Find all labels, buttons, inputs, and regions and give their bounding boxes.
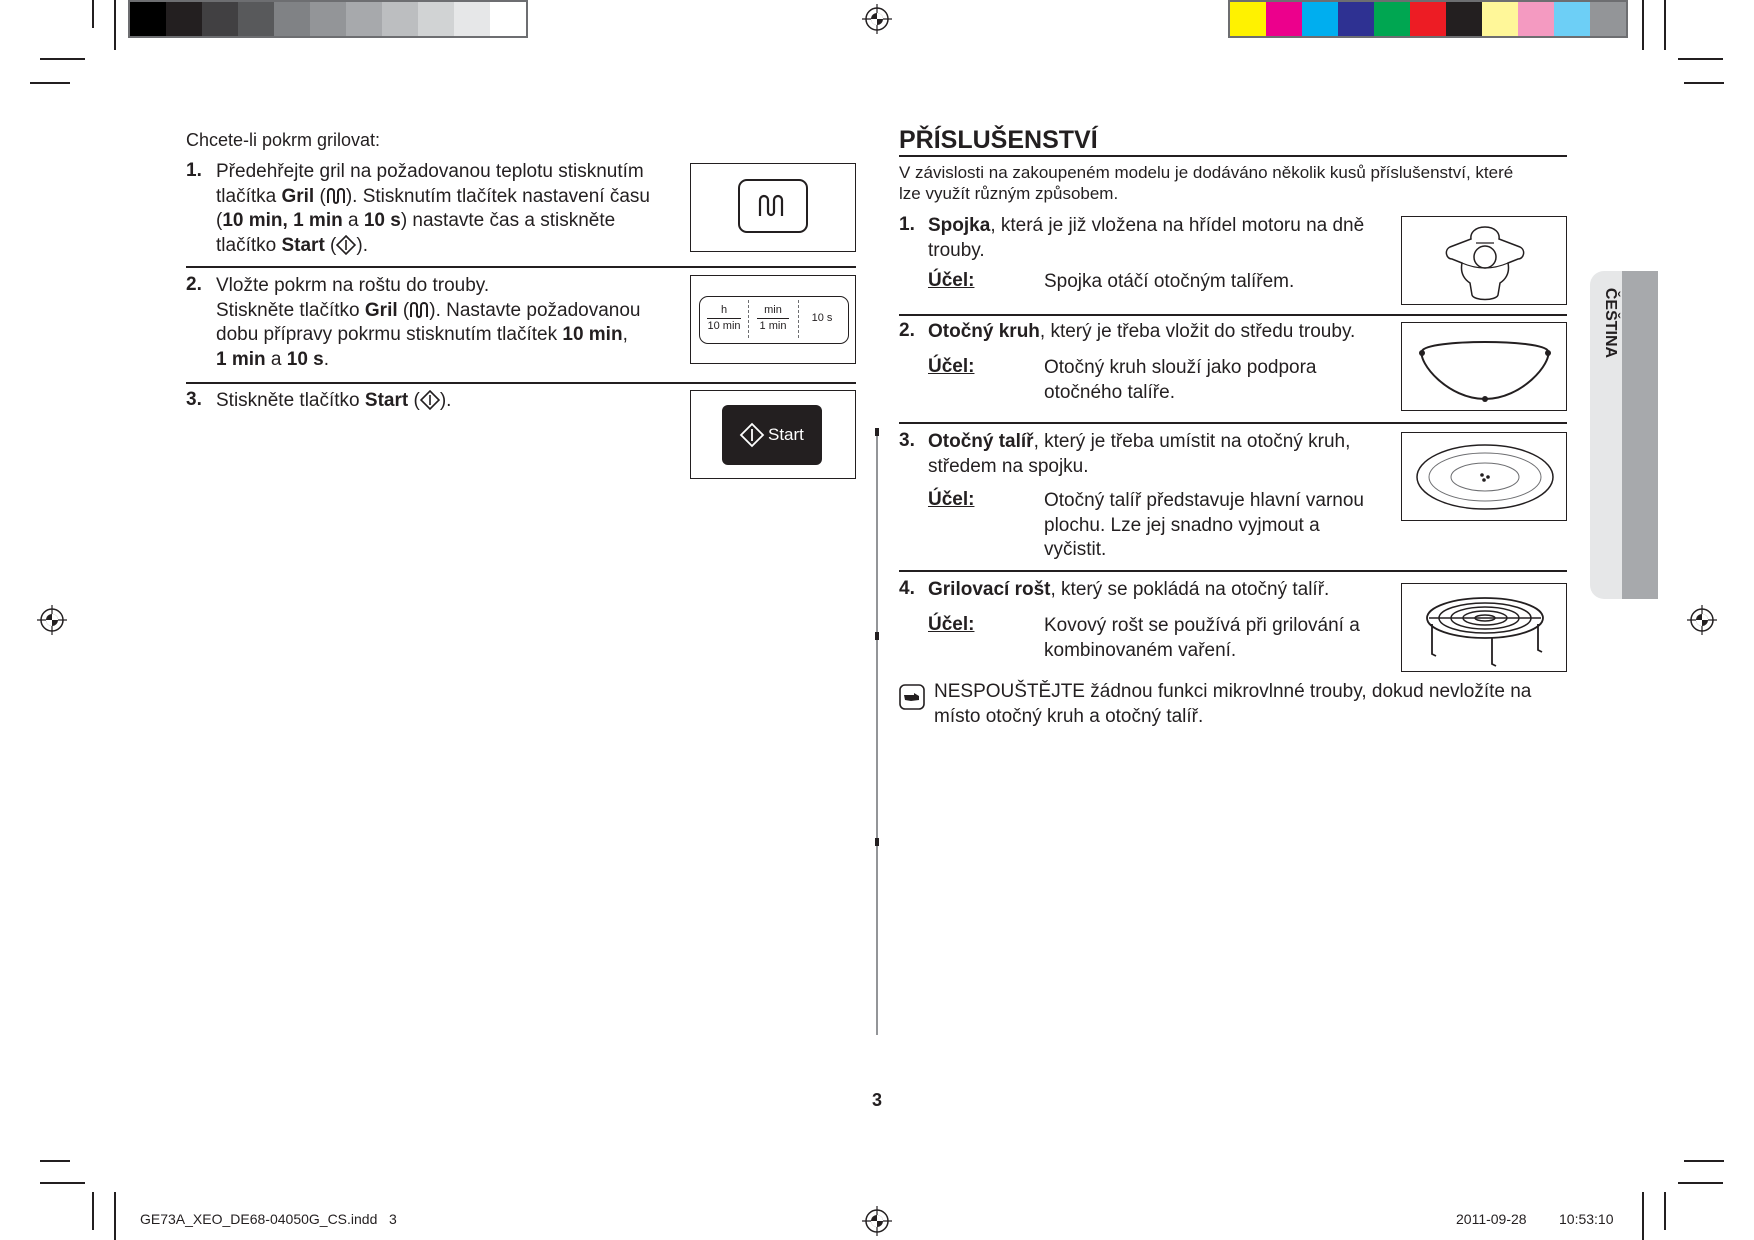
purpose-label: Účel: (928, 270, 975, 291)
crop-mark (114, 1192, 116, 1240)
time-button-label: 10 min (562, 324, 623, 345)
purpose-text (1044, 614, 1394, 663)
title-underline (899, 155, 1567, 157)
start-button-illustration (690, 390, 856, 479)
purpose-line: kombinovaném vaření. (1044, 639, 1237, 661)
gutter-tick (875, 428, 879, 436)
grill-icon (409, 302, 429, 319)
gutter-tick (875, 632, 879, 640)
gril-label: Gril (364, 299, 398, 321)
start-label: Start (364, 390, 409, 411)
crop-mark (40, 58, 85, 60)
color-swatch (202, 2, 238, 36)
purpose-line: Otočný talíř představuje hlavní varnou (1044, 490, 1365, 511)
start-diamond-icon (336, 235, 356, 255)
roller-ring-icon (1402, 323, 1568, 412)
time-buttons-label: 10 min, 1 min (222, 210, 343, 231)
one-min-button: 1 min (759, 320, 787, 332)
color-swatch (1410, 2, 1446, 36)
color-swatch (382, 2, 418, 36)
item-1-text (928, 214, 1398, 263)
text-run: Stiskněte tlačítko (216, 390, 365, 411)
color-swatch (1374, 2, 1410, 36)
purpose-line: Kovový rošt se používá při grilování a (1044, 615, 1360, 636)
item-name: Otočný talíř (928, 431, 1034, 452)
text-run: a (342, 210, 364, 231)
purpose-text (1044, 270, 1394, 295)
intro-line: V závislosti na zakoupeném modelu je dodáváno několik kusů příslušenství, které (899, 163, 1514, 182)
roller-ring-image (1401, 322, 1567, 411)
item-name: Otočný kruh (928, 321, 1040, 342)
turntable-icon (1402, 433, 1568, 522)
color-swatch (1302, 2, 1338, 36)
text-run: , který se pokládá na otočný talíř. (1050, 579, 1330, 600)
start-diamond-icon (739, 422, 765, 448)
crop-mark (1642, 1192, 1644, 1240)
purpose-label: Účel: (928, 489, 975, 510)
purpose-line: vyčistit. (1044, 539, 1107, 560)
crop-mark (1664, 1192, 1666, 1230)
crop-mark (40, 1182, 85, 1184)
grill-rack-icon (1402, 584, 1568, 673)
step-1-text (216, 160, 676, 258)
color-swatch (274, 2, 310, 36)
color-swatch (1518, 2, 1554, 36)
crop-mark (92, 1192, 94, 1230)
purpose-line: plochu. Lze jej snadno vyjmout a (1044, 514, 1320, 536)
color-swatch (238, 2, 274, 36)
language-tab-label: ČEŠTINA (1602, 287, 1619, 359)
crop-mark (92, 0, 94, 28)
purpose-label: Účel: (928, 356, 975, 377)
start-button-label: Start (768, 425, 804, 444)
color-swatch (1590, 2, 1626, 36)
text-run: dobu přípravy pokrmu stisknutím tlačítek (216, 324, 563, 345)
grill-rack-image (1401, 583, 1567, 672)
text-run: , která je již vložena na hřídel motoru na dně (990, 215, 1365, 236)
step-number: 3. (186, 389, 202, 410)
time-divider (798, 300, 799, 338)
step-3-line (216, 389, 676, 414)
color-swatch (454, 2, 490, 36)
text-run: , který je třeba umístit na otočný kruh, (1033, 431, 1351, 452)
item-name: Spojka (928, 215, 991, 236)
color-swatch (130, 2, 166, 36)
item-line (928, 320, 1398, 345)
text-run: ( (408, 390, 420, 411)
ten-s-button: 10 s (811, 312, 833, 324)
text-run: tlačítka (216, 185, 282, 207)
step-divider (186, 266, 856, 268)
crop-mark (1664, 0, 1666, 50)
note-hand-icon (899, 684, 925, 710)
text-run: ( (216, 210, 223, 231)
left-intro: Chcete-li pokrm grilovat: (186, 130, 381, 150)
item-line (928, 214, 1398, 239)
section-intro (899, 162, 1569, 204)
step-2-text (216, 274, 686, 372)
text-run: , (622, 324, 628, 345)
color-swatch (1554, 2, 1590, 36)
section-title: PŘÍSLUŠENSTVÍ (899, 126, 1098, 154)
item-line (928, 430, 1398, 455)
color-swatch (490, 2, 526, 36)
min-label: min (764, 304, 782, 316)
item-number: 3. (899, 430, 915, 451)
turntable-image (1401, 432, 1567, 521)
text-run: . (323, 348, 330, 370)
color-swatch (1230, 2, 1266, 36)
crop-mark (40, 1160, 70, 1162)
coupler-icon (1402, 217, 1568, 306)
item-name: Grilovací rošt (928, 579, 1051, 600)
language-tab-accent (1622, 271, 1658, 599)
step-2-line (216, 323, 686, 348)
footer-date: 2011-09-28 (1456, 1211, 1527, 1227)
crop-mark (1678, 58, 1723, 60)
step-1-line (216, 185, 676, 210)
step-number: 1. (186, 160, 202, 181)
text-run: ). Nastavte požadovanou (429, 299, 641, 321)
note-text (934, 680, 1574, 729)
item-2-text (928, 320, 1398, 345)
crop-mark (30, 82, 70, 84)
crop-mark (1642, 0, 1644, 50)
text-run: ). (439, 390, 452, 411)
step-divider (186, 382, 856, 384)
note-line: místo otočný kruh a otočný talíř. (934, 705, 1204, 727)
crop-mark (1684, 1160, 1724, 1162)
text-run: ). Stisknutím tlačítek nastavení času (345, 185, 650, 207)
time-buttons-illustration (690, 275, 856, 364)
registration-mark-icon (862, 4, 892, 34)
time-divider (748, 300, 749, 338)
footer-filename: GE73A_XEO_DE68-04050G_CS.indd 3 (140, 1211, 397, 1227)
item-number: 4. (899, 578, 915, 599)
item-line: trouby. (928, 239, 985, 261)
item-divider (899, 314, 1567, 316)
page-number: 3 (871, 1090, 882, 1110)
registration-mark-icon (1687, 605, 1717, 635)
item-line (928, 578, 1398, 603)
item-number: 1. (899, 214, 915, 235)
grill-button-illustration (690, 163, 856, 252)
color-swatch (1266, 2, 1302, 36)
start-label: Start (281, 234, 325, 256)
color-swatch (418, 2, 454, 36)
purpose-text (1044, 489, 1394, 563)
center-gutter-line (876, 430, 878, 1035)
item-divider (899, 422, 1567, 424)
color-swatch (1338, 2, 1374, 36)
crop-mark (1684, 82, 1724, 84)
purpose-text (1044, 356, 1394, 405)
step-2-line (216, 299, 686, 324)
color-swatch (1446, 2, 1482, 36)
step-1-line (216, 209, 676, 234)
color-swatch (346, 2, 382, 36)
grill-icon (326, 188, 346, 205)
registration-mark-icon (37, 605, 67, 635)
fraction-line (707, 318, 741, 319)
start-diamond-icon (420, 390, 440, 410)
time-button-label: 1 min (216, 348, 266, 370)
text-run: ) nastavte čas a stiskněte (400, 210, 616, 231)
text-run: ( (314, 185, 326, 207)
step-1-line: Předehřejte gril na požadovanou teplotu stisknutím (216, 161, 644, 182)
intro-line: lze využít různým způsobem. (899, 184, 1119, 203)
time-button-label: 10 s (363, 210, 401, 231)
purpose-line: Spojka otáčí otočným talířem. (1044, 271, 1295, 292)
purpose-line: Otočný kruh slouží jako podpora (1044, 357, 1317, 378)
step-1-line (216, 234, 676, 259)
gray-color-bar (128, 0, 528, 38)
footer-time: 10:53:10 (1559, 1211, 1614, 1227)
text-run: ). (356, 234, 368, 256)
gutter-tick (875, 838, 879, 846)
step-number: 2. (186, 274, 202, 295)
gril-label: Gril (281, 185, 315, 207)
color-swatch (166, 2, 202, 36)
purpose-line: otočného talíře. (1044, 381, 1175, 403)
time-button-label: 10 s (286, 348, 324, 370)
text-run: ( (324, 234, 337, 256)
text-run: tlačítko (216, 234, 282, 256)
item-3-text (928, 430, 1398, 479)
item-number: 2. (899, 320, 915, 341)
color-swatch (1482, 2, 1518, 36)
step-3-text (216, 389, 676, 414)
crop-mark (114, 0, 116, 50)
text-run: , který je třeba vložit do středu trouby. (1039, 321, 1356, 342)
item-divider (899, 570, 1567, 572)
hour-label: h (720, 304, 728, 316)
note-line: NESPOUŠTĚJTE žádnou funkci mikrovlnné trouby, dokud nevložíte na (934, 681, 1532, 702)
fraction-line (757, 318, 789, 319)
grill-button-icon (691, 164, 857, 253)
item-4-text (928, 578, 1398, 603)
registration-mark-icon (862, 1206, 892, 1236)
ten-min-button: 10 min (707, 320, 741, 332)
step-2-line (216, 348, 686, 373)
purpose-label: Účel: (928, 614, 975, 635)
crop-mark (1678, 1182, 1723, 1184)
process-color-bar (1228, 0, 1628, 38)
step-2-line: Vložte pokrm na roštu do trouby. (216, 275, 490, 296)
color-swatch (310, 2, 346, 36)
item-line: středem na spojku. (928, 455, 1089, 477)
text-run: ( (397, 299, 410, 321)
coupler-image (1401, 216, 1567, 305)
text-run: Stiskněte tlačítko (216, 299, 365, 321)
start-button (722, 405, 822, 465)
text-run: a (265, 348, 287, 370)
